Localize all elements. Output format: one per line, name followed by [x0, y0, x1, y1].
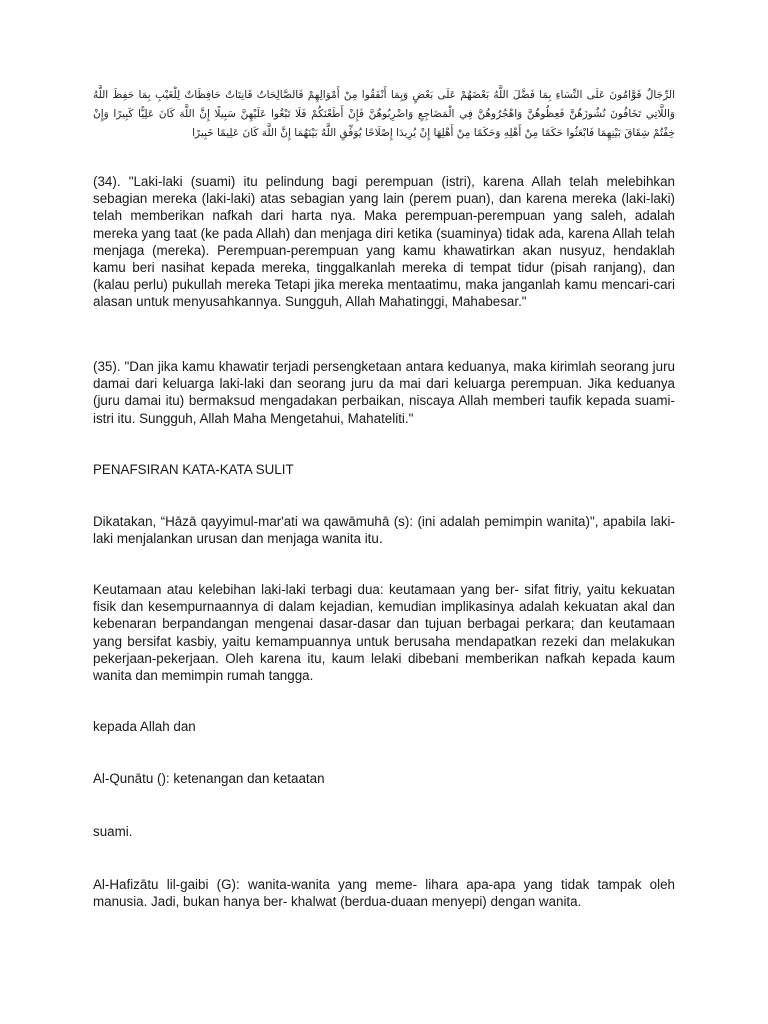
paragraph-dikatakan: Dikatakan, “Hāzā qayyimul-mar'ati wa qawāmuhā (s): (ini adalah pemimpin wanita)", apabila laki-laki menjalankan urusan dan menjaga wanita itu. — [93, 514, 675, 547]
paragraph-keutamaan: Keutamaan atau kelebihan laki-laki terbagi dua: keutamaan yang ber- sifat fitriy, yaitu kekuatan fisik dan kesempurnaannya di dalam kejadian, kemudian implikasinya adalah kekuatan akal dan kebenaran berpandangan mengenai dasar-dasar dan tujuan berbagai perkara; dan keutamaan yang bersifat kasbiy, yaitu kemampuannya untuk berusaha mendapatkan rezeki dan melakukan pekerjaan-pekerjaan. Oleh karena itu, kaum lelaki dibebani memberikan nafkah kepada kaum wanita dan memimpin rumah tangga. — [93, 582, 675, 684]
paragraph-al-hafizatu: Al-Hafizātu lil-gaibi (G): wanita-wanita yang meme- lihara apa-apa yang tidak tampak oleh manusia. Jadi, bukan hanya ber- khalwat (berdua-duaan menyepi) dengan wanita. — [93, 877, 675, 910]
paragraph-suami: suami. — [93, 824, 133, 839]
translation-verse-35: (35). "Dan jika kamu khawatir terjadi persengketaan antara keduanya, maka kirimlah seorang juru damai dari keluarga laki-laki dan seorang juru da mai dari keluarga perempuan. Jika keduanya (juru damai itu) bermaksud mengadakan perbaikan, niscaya Allah memberi taufik kepada suami-istri itu. Sungguh, Allah Maha Mengetahui, Mahateliti." — [93, 359, 675, 426]
section-heading: PENAFSIRAN KATA-KATA SULIT — [93, 462, 294, 477]
arabic-verse: الرِّجَالُ قَوَّامُونَ عَلَى النِّسَاءِ بِمَا فَضَّلَ اللَّهُ بَعْضَهُمْ عَلَى بَعْضٍ وَبِمَا أَنْفَقُوا مِنْ أَمْوَالِهِمْ فَالصَّالِحَاتُ قَانِتَاتٌ حَافِظَاتٌ لِلْغَيْبِ بِمَا حَفِظَ اللَّهُ وَاللَّاتِي تَخَافُونَ نُشُوزَهُنَّ فَعِظُوهُنَّ وَاهْجُرُوهُنَّ فِي الْمَضَاجِعِ وَاضْرِبُوهُنَّ فَإِنْ أَطَعْنَكُمْ فَلَا تَبْغُوا عَلَيْهِنَّ سَبِيلًا إِنَّ اللَّهَ كَانَ عَلِيًّا كَبِيرًا وَإِنْ خِفْتُمْ شِقَاقَ بَيْنِهِمَا فَابْعَثُوا حَكَمًا مِنْ أَهْلِهِ وَحَكَمًا مِنْ أَهْلِهَا إِنْ يُرِيدَا إِصْلَاحًا يُوَفِّقِ اللَّهُ بَيْنَهُمَا إِنَّ اللَّهَ كَانَ عَلِيمًا خَبِيرًا — [93, 89, 675, 139]
translation-verse-34: (34). "Laki-laki (suami) itu pelindung bagi perempuan (istri), karena Allah telah melebihkan sebagian mereka (laki-laki) atas sebagian yang lain (perem puan), dan karena mereka (laki-laki) telah memberikan nafkah dari harta nya. Maka perempuan-perempuan yang saleh, adalah mereka yang taat (ke pada Allah) dan menjaga diri ketika (suaminya) tidak ada, karena Allah telah menjaga (mereka). Perempuan-perempuan yang kamu khawatirkan akan nusyuz, hendaklah kamu beri nasihat kepada mereka, tinggalkanlah mereka di tempat tidur (pisah ranjang), dan (kalau perlu) pukullah mereka Tetapi jika mereka mentaatimu, maka janganlah kamu mencari-cari alasan untuk menyusahkannya. Sungguh, Allah Mahatinggi, Mahabesar." — [93, 174, 675, 310]
paragraph-al-qunatu: Al-Qunātu (): ketenangan dan ketaatan — [93, 771, 325, 786]
paragraph-kepada-allah: kepada Allah dan — [93, 719, 196, 734]
